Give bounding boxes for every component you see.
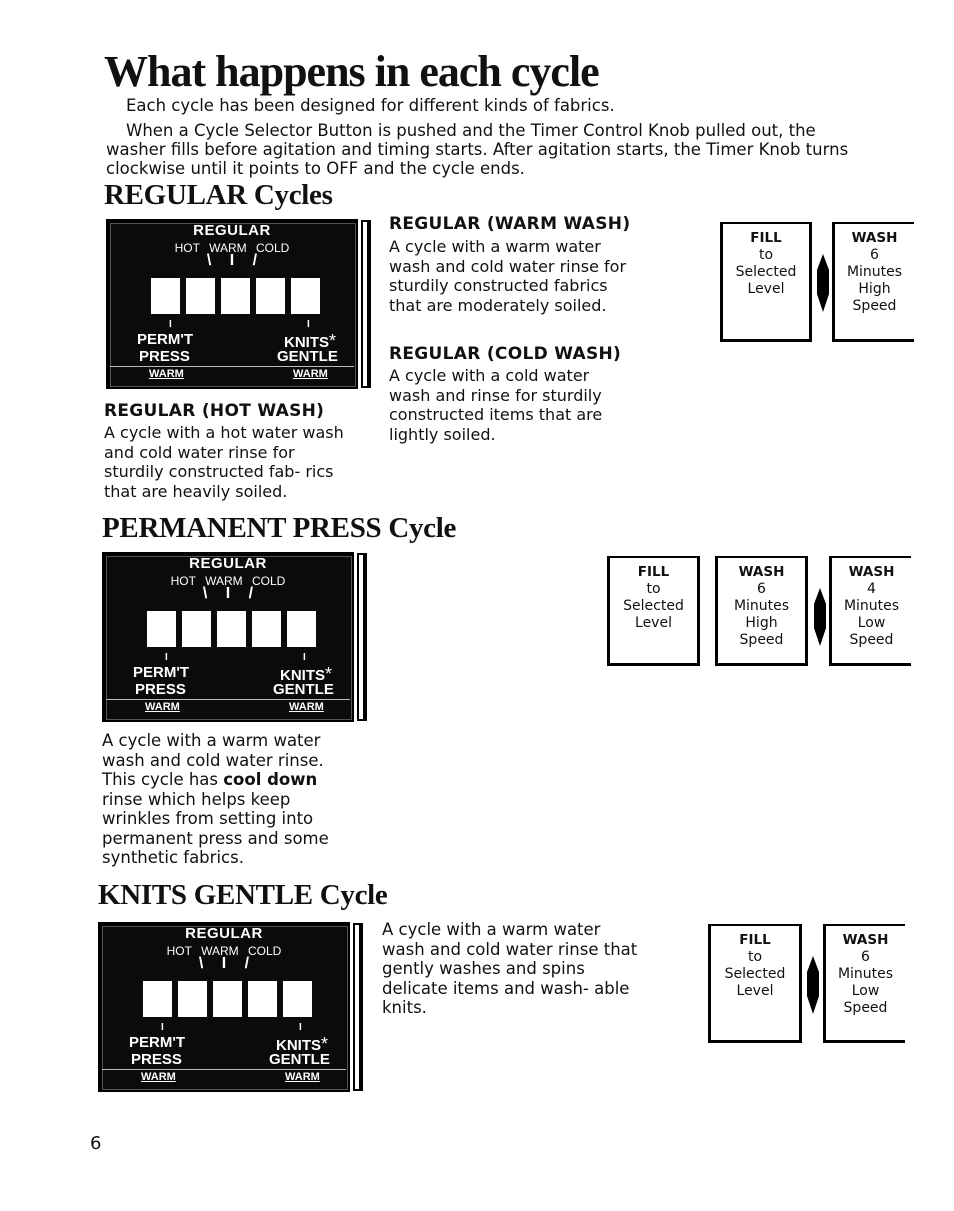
flow-arrow-icon [812, 586, 828, 652]
flow-box-wash: WASH 4 Minutes Low Speed [829, 556, 911, 666]
flow-box-wash: WASH 6 Minutes High Speed [715, 556, 808, 666]
cycle-button [248, 981, 277, 1017]
cycle-button [182, 611, 211, 647]
cycle-button [291, 278, 320, 314]
cycle-button [252, 611, 281, 647]
intro-paragraph: When a Cycle Selector Button is pushed and the Timer Control Knob pulled out, the washer fills before agitation and timing starts. After agitation starts, the Timer Knob turns clockwise until it points to OFF and the cycle ends. [106, 121, 849, 178]
knits-text: A cycle with a warm water wash and cold water rinse that gently washes and spins delicate items and wash- able knits. [382, 920, 638, 1017]
cycle-buttons [147, 611, 316, 647]
cycle-button [147, 611, 176, 647]
control-panel-regular [106, 219, 358, 389]
regular-hot-text: A cycle with a hot water wash and cold water rinse for sturdily constructed fab- rics that are heavily soiled. [104, 423, 344, 501]
cycle-buttons [151, 278, 320, 314]
panel-permt: PERM'T [137, 331, 194, 348]
panel-warm-label: WARM [293, 368, 328, 380]
cycle-button [143, 981, 172, 1017]
panel-press: PRESS [139, 348, 190, 365]
regular-cold-text: A cycle with a cold water wash and rinse for sturdily constructed items that are lightly soiled. [389, 366, 603, 444]
regular-hot-title: REGULAR (HOT WASH) [104, 401, 325, 421]
regular-cold-title: REGULAR (COLD WASH) [389, 344, 622, 364]
flow-box-fill: FILL to Selected Level [708, 924, 802, 1043]
panel-regular-label: REGULAR [193, 222, 271, 239]
cycle-button [256, 278, 285, 314]
panel-knits: KNITS* [284, 331, 337, 351]
cycle-button [178, 981, 207, 1017]
flow-box-fill: FILL to Selected Level [720, 222, 812, 342]
panel-ticks: \ I / [206, 252, 258, 269]
page-title: What happens in each cycle [104, 47, 599, 96]
cycle-button [221, 278, 250, 314]
perm-heading: PERMANENT PRESS Cycle [102, 512, 457, 544]
panel-warm-label: WARM [149, 368, 184, 380]
flow-box-wash: WASH 6 Minutes Low Speed [823, 924, 905, 1043]
cycle-button [283, 981, 312, 1017]
flow-arrow-icon [815, 252, 831, 318]
cycle-button [186, 278, 215, 314]
cycle-button [151, 278, 180, 314]
cycle-button [217, 611, 246, 647]
control-panel-perm: REGULAR HOT WARM COLD \ I / I I PERM'T PRESS KNITS* GENTLE WARM WARM [102, 552, 354, 722]
panel-temps: HOT WARM COLD [174, 241, 290, 255]
panel-gentle: GENTLE [277, 348, 338, 365]
perm-text: A cycle with a warm water wash and cold water rinse. This cycle has cool down rinse which helps keep wrinkles from setting into permanent press and some synthetic fabrics. [102, 731, 329, 867]
cycle-button [213, 981, 242, 1017]
flow-box-wash: WASH 6 Minutes High Speed [832, 222, 914, 342]
regular-heading: REGULAR Cycles [104, 179, 333, 211]
page-number: 6 [90, 1133, 102, 1154]
control-panel-knits: REGULAR HOT WARM COLD \ I / I I PERM'T PRESS KNITS* GENTLE WARM WARM [98, 922, 350, 1092]
panel-mark: I [307, 319, 310, 330]
regular-warm-text: A cycle with a warm water wash and cold water rinse for sturdily constructed fabrics that are moderately soiled. [389, 237, 627, 315]
cycle-buttons [143, 981, 312, 1017]
flow-arrow-icon [805, 954, 821, 1020]
panel-mark: I [169, 319, 172, 330]
regular-warm-title: REGULAR (WARM WASH) [389, 214, 631, 234]
knits-heading: KNITS GENTLE Cycle [98, 879, 388, 911]
cycle-button [287, 611, 316, 647]
flow-box-fill: FILL to Selected Level [607, 556, 700, 666]
intro-line-1: Each cycle has been designed for different kinds of fabrics. [126, 96, 615, 115]
